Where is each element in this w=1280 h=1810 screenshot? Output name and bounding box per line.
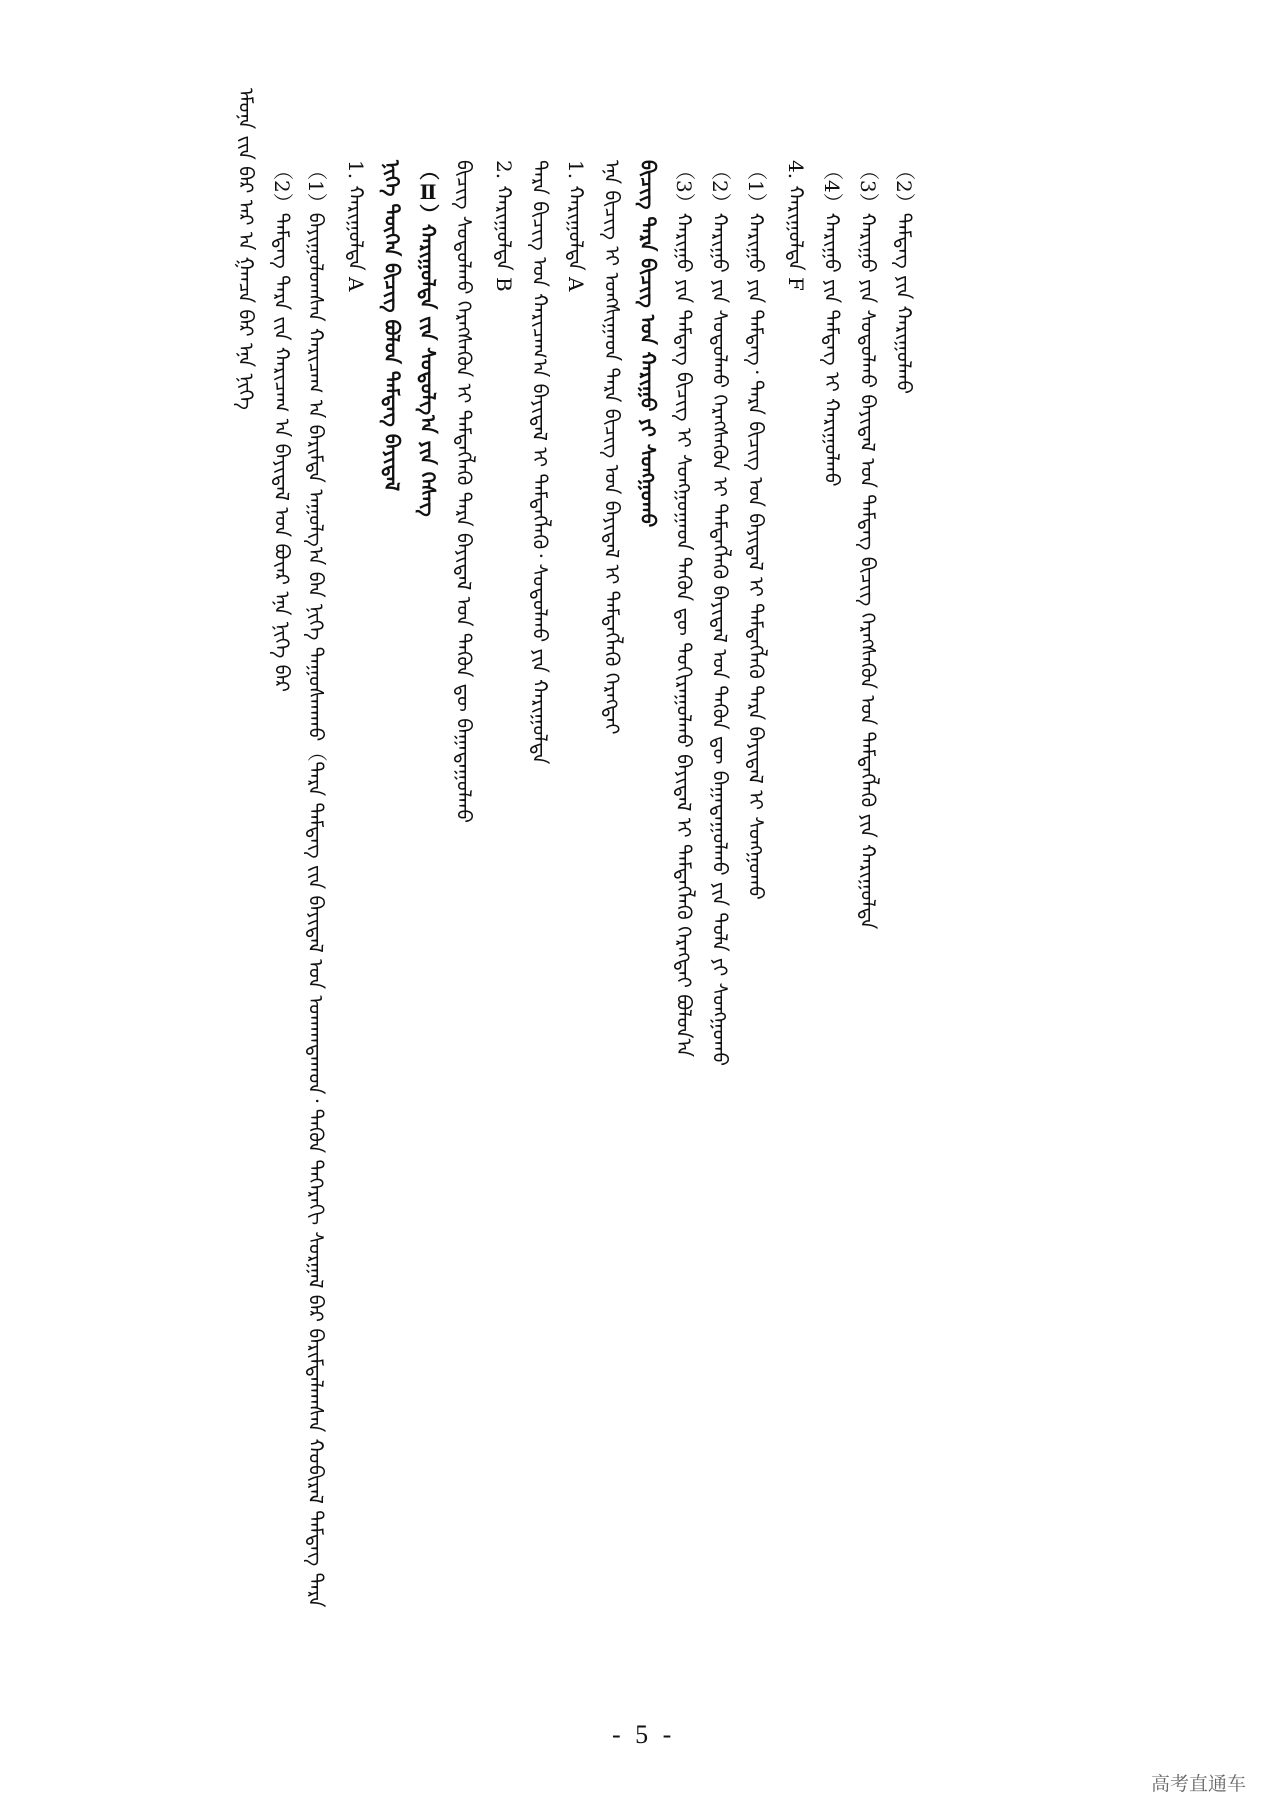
text-column: （2）ᠲᠡᠮᠳᠡᠭ ᠲᠡᠷᠡ ᠵᠢᠨ ᠬᠠᠷᠢᠴᠠᠭ ᠠ ᠪᠠᠶᠢᠳᠠᠯ ᠤᠨ ᠪᠤᠶ᠋ᠠᠷ ᠡᠨᠡ ᠨᠢᠭᠡ ᠪᠠᠷ: [270, 160, 294, 692]
text-column: ᠪᠢᠴᠢᠭ ᠰᠤᠳᠤᠯᠬᠤ ᠬᠡᠷᠡᠭᠰᠡᠬᠦᠨ ᠢ ᠲᠡᠮᠳᠡᠭᠯᠡᠬᠦ ᠲᠡᠷᠡ ᠪᠠᠶᠢᠳᠠᠯ ᠤᠨ ᠲᠡᠭᠦᠨ ᠳᠦ ᠪᠠᠭᠠᠲᠠᠭᠤᠯᠬᠤ: [452, 160, 476, 824]
text-column: ᠡᠨᠡ ᠪᠢᠴᠢᠭ ᠢ ᠤᠩᠰᠢᠭᠠᠳ ᠲᠡᠷᠡ ᠪᠢᠴᠢᠭ ᠤᠨ ᠪᠠᠶᠢᠳᠠᠯ ᠢ ᠲᠡᠮᠳᠡᠭᠯᠡᠬᠦ ᠬᠡᠷᠡᠭᠲᠡᠢ: [600, 160, 624, 735]
page-number: - 5 -: [612, 1720, 676, 1749]
text-column: 2. ᠬᠠᠷᠢᠭᠤᠯᠲᠠ B: [492, 160, 516, 292]
watermark: 高考直通车: [1150, 1773, 1246, 1795]
text-column: （3）ᠬᠠᠷᠢᠭᠤ ᠶᠢᠨ ᠲᠡᠮᠳᠡᠭ ᠪᠢᠴᠢᠭ ᠢ ᠰᠣᠩᠭᠣᠭᠠᠳ ᠲᠡᠭᠦᠨ ᠳᠦ ᠲᠣᠬᠢᠷᠠᠭᠤᠯᠬᠤ ᠪᠠᠶᠢᠳᠠᠯ ᠢ ᠲᠡᠮᠳᠡᠭᠯᠡᠬᠦ ᠬᠡᠷᠡᠭᠲᠡᠢ ᠪᠤᠯᠤᠨ᠎ᠠ: [672, 160, 696, 1058]
text-column: ᠪᠢᠴᠢᠭ ᠲᠡᠷᠡ ᠪᠢᠴᠢᠭ ᠤᠨ ᠬᠠᠷᠢᠭᠤ ᠶᠢ ᠰᠣᠩᠭᠣᠬᠤ: [636, 160, 660, 528]
text-column: （3）ᠬᠠᠷᠢᠭᠤ ᠶᠢᠨ ᠰᠤᠳᠤᠯᠬᠤ ᠪᠠᠶᠢᠳᠠᠯ ᠤᠨ ᠲᠡᠮᠳᠡᠭ ᠪᠢᠴᠢᠭ ᠬᠡᠷᠡᠭᠰᠡᠬᠦᠨ ᠤᠨ ᠲᠡᠮᠳᠡᠭᠯᠡᠬᠦ ᠶᠢᠨ ᠬᠠᠷᠢᠭᠤᠯᠲᠠ: [856, 160, 880, 930]
text-column: ᠨᠢᠭᠡ ᠲᠦᠬᠡᠨ ᠪᠢᠴᠢᠭ ᠪᠤᠯᠤᠨ ᠲᠡᠮᠳᠡᠭ ᠪᠠᠶᠢᠳᠠᠯ: [380, 160, 404, 492]
text-column: ᠲᠡᠷᠡ ᠪᠢᠴᠢᠭ ᠤᠨ ᠬᠠᠷᠢᠴᠠᠭ᠎ᠠ ᠪᠠᠶᠢᠳᠠᠯ ᠢ ᠲᠡᠮᠳᠡᠭᠯᠡᠬᠦ᠂ ᠰᠤᠳᠤᠯᠬᠤ ᠶᠢᠨ ᠬᠠᠷᠢᠭᠤᠯᠲᠠ: [528, 160, 552, 765]
text-column: 4. ᠬᠠᠷᠢᠭᠤᠯᠲᠠ F: [784, 160, 808, 291]
text-column: （4）ᠬᠠᠷᠢᠭᠤ ᠶᠢᠨ ᠲᠡᠮᠳᠡᠭ ᠢ ᠬᠠᠷᠢᠭᠤᠯᠬᠤ: [820, 160, 844, 487]
text-column: （2）ᠬᠠᠷᠢᠭᠤ ᠶᠢᠨ ᠰᠤᠳᠤᠯᠬᠤ ᠬᠡᠷᠡᠭᠰᠡᠬᠦᠨ ᠢ ᠲᠡᠮᠳᠡᠭᠯᠡᠬᠦ ᠪᠠᠶᠢᠳᠠᠯ ᠤᠨ ᠲᠡᠭᠦᠨ ᠳᠦ ᠪᠠᠭᠠᠲᠠᠭᠤᠯᠬᠤ ᠶᠢᠨ ᠲᠤᠯᠠ ᠶᠢ ᠰᠣᠩᠭᠣᠬᠤ: [708, 160, 732, 1067]
text-column: （2）ᠲᠡᠮᠳᠡᠭ ᠶᠢᠨ ᠬᠠᠷᠢᠭᠤᠯᠬᠤ: [892, 160, 916, 395]
text-column: （1）ᠪᠠᠶᠢᠭᠤᠯᠤᠭᠰᠠᠨ ᠬᠠᠷᠢᠴᠠᠭ ᠠ ᠪᠠᠷᠢᠮᠲᠠ ᠠᠭᠤᠯᠭ᠎ᠠ ᠪᠠᠨ ᠨᠢᠭᠡ ᠳᠠᠭᠤᠰᠬᠠᠬᠤ（ᠲᠡᠷᠡ ᠲᠡᠮᠳᠡᠭ ᠵᠢᠨ ᠪᠠᠶᠢᠳᠠᠯ ᠤᠨ ᠤᠬᠠᠭᠳᠠᠬᠤᠨ᠂ ᠲᠡᠭᠦᠨ ᠳᠡᠭᠡᠷᠡᠬᠢ ᠰᠤᠷᠭᠠᠯ ᠪᠡᠷ ᠪᠠᠷᠢᠮᠲᠠᠯᠠᠭᠰᠠᠨ ᠬᠤᠪᠢᠷᠠᠯ ᠲᠡᠮᠳᠡᠭ ᠲᠡᠷᠡ: [304, 160, 328, 1608]
text-column: ᠡᠮᠦᠨᠡ ᠵᠢᠨ ᠪᠠᠷ ᠠᠷ ᠠ ᠭᠠᠨᠴᠠ ᠪᠡᠷ ᠡᠨᠡ ᠨᠢᠭᠡ: [234, 88, 258, 410]
text-column: 1. ᠬᠠᠷᠢᠭᠤᠯᠲᠠ A: [344, 160, 368, 292]
text-column: 1. ᠬᠠᠷᠢᠭᠤᠯᠲᠠ A: [564, 160, 588, 292]
text-column: （1）ᠬᠠᠷᠢᠭᠤ ᠶᠢᠨ ᠲᠡᠮᠳᠡᠭ᠂ ᠲᠡᠷᠡ ᠪᠢᠴᠢᠭ ᠤᠨ ᠪᠠᠶᠢᠳᠠᠯ ᠢ ᠲᠡᠮᠳᠡᠭᠯᠡᠬᠦ ᠲᠡᠷᠡ ᠪᠠᠶᠢᠳᠠᠯ ᠢ ᠰᠣᠩᠭᠣᠬᠤ: [744, 160, 768, 900]
text-column: （Ⅱ）ᠬᠠᠷᠢᠭᠤᠯᠲᠠ ᠵᠢᠨ ᠰᠤᠳᠤᠯᠭ᠎ᠠ ᠶᠢᠨ ᠬᠡᠰᠡᠭ: [416, 160, 440, 517]
